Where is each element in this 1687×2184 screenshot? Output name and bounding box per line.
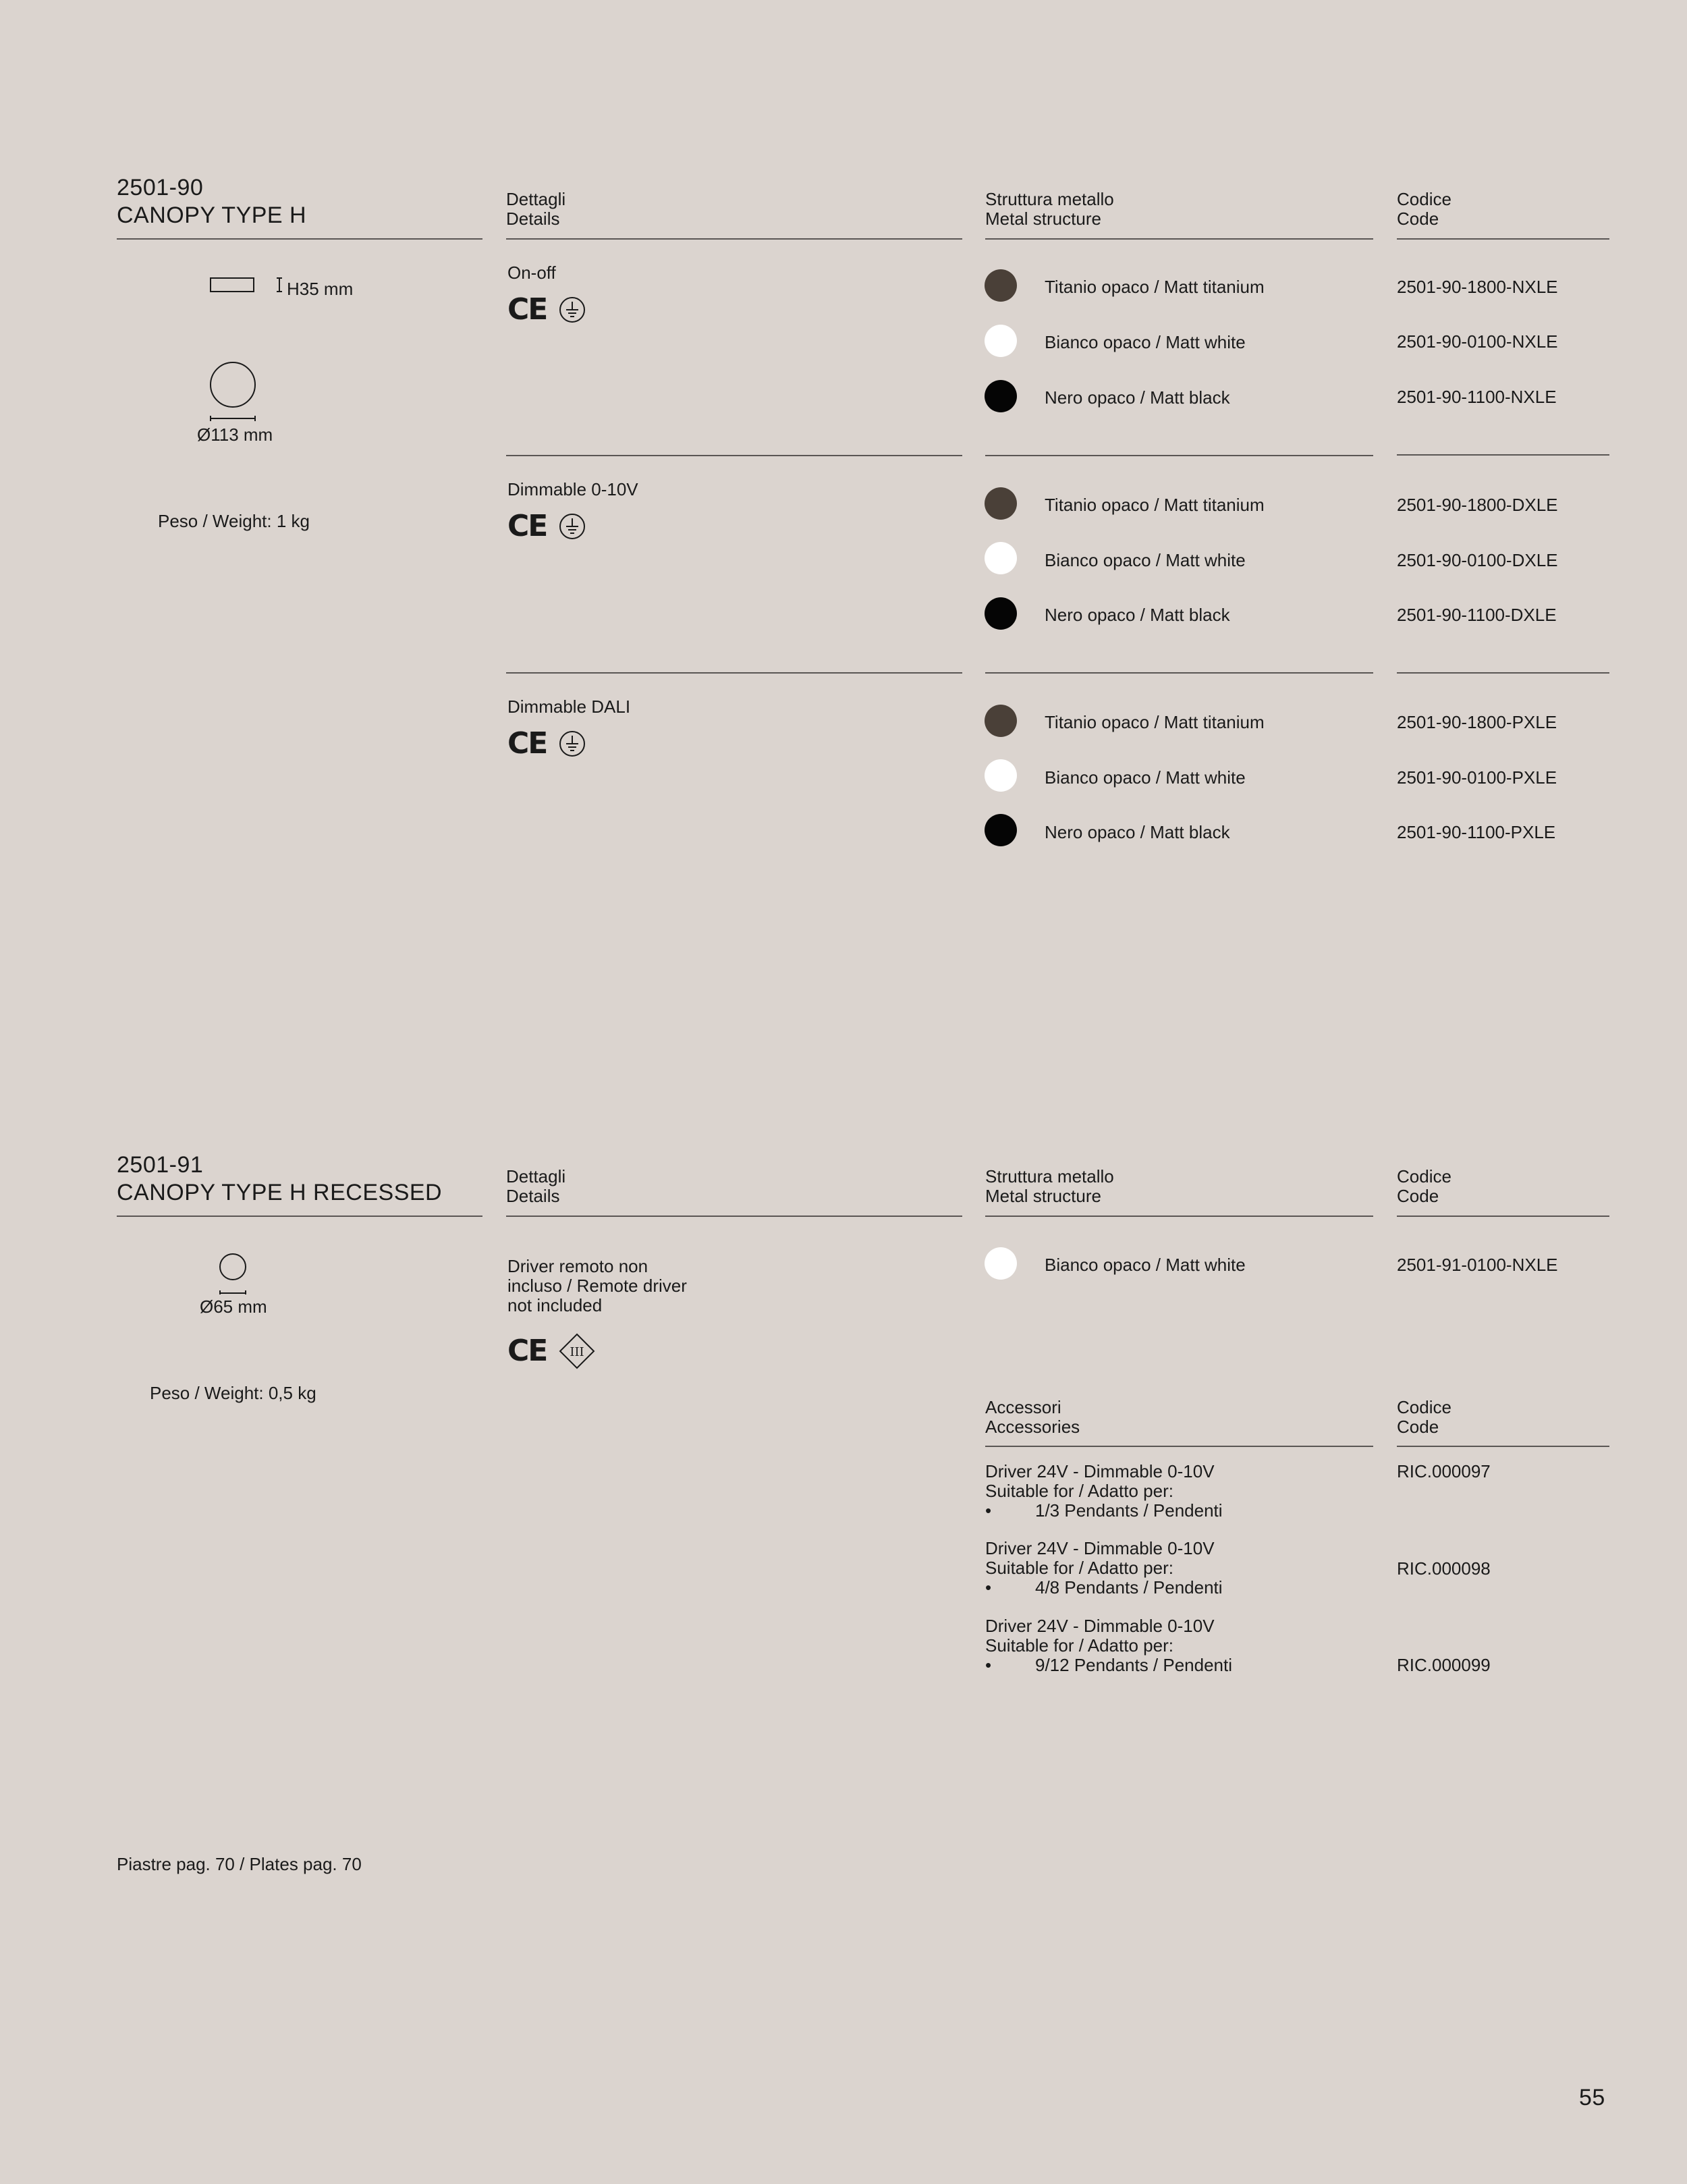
finish-label: Titanio opaco / Matt titanium: [1045, 712, 1265, 732]
accessories-divider: [985, 1446, 1373, 1447]
ce-mark-icon: CE: [507, 509, 547, 543]
accessory-code: RIC.000098: [1397, 1558, 1491, 1579]
header-divider: [985, 238, 1373, 240]
finish-label: Nero opaco / Matt black: [1045, 822, 1230, 842]
finish-label: Bianco opaco / Matt white: [1045, 550, 1246, 570]
product-code: 2501-90: [117, 175, 204, 200]
details-text: Driver remoto non incluso / Remote driver not included: [507, 1256, 687, 1315]
finish-label: Nero opaco / Matt black: [1045, 605, 1230, 625]
group-divider: [985, 672, 1373, 674]
group-divider: [985, 455, 1373, 456]
product-code-cell: 2501-90-1800-DXLE: [1397, 495, 1558, 515]
diameter-label: Ø65 mm: [200, 1296, 267, 1317]
product-code-cell: 2501-90-0100-PXLE: [1397, 767, 1557, 788]
accessory-item: Driver 24V - Dimmable 0-10V Suitable for / Adatto per: • 1/3 Pendants / Pendenti: [985, 1461, 1223, 1521]
accessory-code: RIC.000097: [1397, 1461, 1491, 1481]
product-code-cell: 2501-90-1100-PXLE: [1397, 822, 1556, 842]
plates-reference: Piastre pag. 70 / Plates pag. 70: [117, 1854, 362, 1874]
product-code-cell: 2501-91-0100-NXLE: [1397, 1255, 1558, 1275]
col-header-details: Dettagli Details: [506, 189, 566, 229]
diameter-label: Ø113 mm: [197, 425, 273, 445]
swatch-titanium: [985, 269, 1017, 302]
col-header-code: Codice Code: [1397, 1166, 1451, 1206]
dimension-rect-icon: [211, 278, 282, 292]
finish-label: Bianco opaco / Matt white: [1045, 767, 1246, 788]
height-label: H35 mm: [287, 279, 354, 299]
header-divider: [985, 1216, 1373, 1217]
group-label: Dimmable DALI: [507, 697, 631, 717]
swatch-white: [985, 325, 1017, 357]
swatch-titanium: [985, 705, 1017, 737]
group-divider: [1397, 454, 1609, 456]
product-code-cell: 2501-90-1100-DXLE: [1397, 605, 1557, 625]
ce-mark-icon: CE: [507, 726, 547, 761]
col-header-details: Dettagli Details: [506, 1166, 566, 1206]
cert-icons: [507, 292, 586, 327]
swatch-white: [985, 1247, 1017, 1280]
swatch-titanium: [985, 487, 1017, 520]
product-code-cell: 2501-90-0100-NXLE: [1397, 331, 1558, 352]
cert-icons: [507, 509, 586, 543]
dimension-circle-icon: [211, 362, 255, 421]
header-divider: [1397, 238, 1609, 240]
finish-label: Nero opaco / Matt black: [1045, 387, 1230, 408]
group-divider: [1397, 672, 1609, 674]
header-divider: [117, 1216, 482, 1217]
accessory-item: Driver 24V - Dimmable 0-10V Suitable for / Adatto per: • 9/12 Pendants / Pendenti: [985, 1616, 1233, 1675]
earth-ground-icon: [559, 513, 586, 540]
swatch-black: [985, 597, 1017, 630]
product-code-cell: 2501-90-1800-NXLE: [1397, 277, 1558, 297]
earth-ground-icon: [559, 730, 586, 757]
group-label: On-off: [507, 263, 556, 283]
page-number: 55: [1579, 2085, 1605, 2110]
col-header-structure: Struttura metallo Metal structure: [985, 189, 1114, 229]
swatch-white: [985, 759, 1017, 792]
swatch-black: [985, 380, 1017, 412]
svg-text:III: III: [570, 1345, 585, 1359]
ce-mark-icon: CE: [507, 292, 547, 327]
accessory-code: RIC.000099: [1397, 1655, 1491, 1675]
accessories-code-header: Codice Code: [1397, 1397, 1451, 1437]
finish-label: Titanio opaco / Matt titanium: [1045, 277, 1265, 297]
group-label: Dimmable 0-10V: [507, 479, 638, 499]
accessory-item: Driver 24V - Dimmable 0-10V Suitable for / Adatto per: • 4/8 Pendants / Pendenti: [985, 1538, 1223, 1598]
class-iii-icon: [559, 1333, 595, 1369]
product-name: CANOPY TYPE H: [117, 202, 307, 228]
weight-label: Peso / Weight: 0,5 kg: [150, 1383, 316, 1403]
group-divider: [506, 672, 962, 674]
finish-label: Bianco opaco / Matt white: [1045, 332, 1246, 352]
accessories-header: Accessori Accessories: [985, 1397, 1080, 1437]
swatch-white: [985, 542, 1017, 574]
ce-mark-icon: CE: [507, 1334, 547, 1368]
product-code-cell: 2501-90-0100-DXLE: [1397, 550, 1558, 570]
product-code-cell: 2501-90-1800-PXLE: [1397, 712, 1557, 732]
dimension-circle-icon: [209, 1249, 256, 1296]
col-header-code: Codice Code: [1397, 189, 1451, 229]
swatch-black: [985, 814, 1017, 846]
product-name: CANOPY TYPE H RECESSED: [117, 1180, 443, 1205]
header-divider: [506, 238, 962, 240]
cert-icons: [507, 1333, 595, 1369]
weight-label: Peso / Weight: 1 kg: [158, 511, 310, 531]
product-code: 2501-91: [117, 1152, 204, 1178]
cert-icons: [507, 726, 586, 761]
finish-label: Titanio opaco / Matt titanium: [1045, 495, 1265, 515]
earth-ground-icon: [559, 296, 586, 323]
header-divider: [117, 238, 482, 240]
accessories-divider: [1397, 1446, 1609, 1447]
header-divider: [1397, 1216, 1609, 1217]
col-header-structure: Struttura metallo Metal structure: [985, 1166, 1114, 1206]
header-divider: [506, 1216, 962, 1217]
group-divider: [506, 455, 962, 456]
finish-label: Bianco opaco / Matt white: [1045, 1255, 1246, 1275]
product-code-cell: 2501-90-1100-NXLE: [1397, 387, 1557, 407]
